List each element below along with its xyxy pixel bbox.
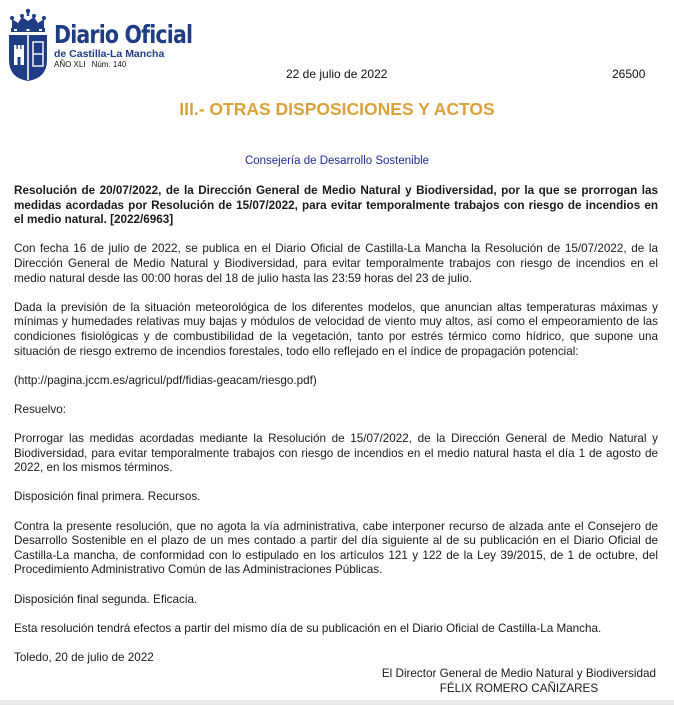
paragraph-decision: Prorrogar las medidas acordadas mediante la Resolución de 15/07/2022, de la Dirección General de Medio Natural y Biodiversidad, para evitar temporalmente trabajos con riesgo de incendios en el medio natural hasta el día 1 de agosto de 2022, en los mismos términos.: [14, 432, 658, 475]
resolution-body: [14, 184, 658, 680]
castilla-la-mancha-crest-icon: [6, 6, 50, 82]
paragraph-final-provision-2: Disposición final segunda. Eficacia.: [14, 592, 198, 606]
paragraph-background: Con fecha 16 de julio de 2022, se publica en el Diario Oficial de Castilla-La Mancha la Resolución de 15/07/2022, de la Dirección General de Medio Natural y Biodiversidad, para evitar temporalmente trabajos con riesgo de incendios en el medio natural desde las 00:00 horas del 18 de julio hasta las 23:59 horas del 23 de julio.: [14, 242, 658, 285]
page-number: 26500: [612, 67, 646, 81]
paragraph-appeals: Contra la presente resolución, que no agota la vía administrativa, cabe interponer recurso de alzada ante el Consejero de Desarrollo Sostenible en el plazo de un mes contado a partir del día siguiente al de su publicación en el Diario Oficial de Castilla-La mancha, de conformidad con lo estipulado en los artículos 121 y 122 de la Ley 39/2015, de 1 de octubre, del Procedimiento Administrativo Común de las Administraciones Públicas.: [14, 519, 658, 577]
masthead: [54, 20, 193, 70]
gazette-header: [6, 6, 668, 86]
signatory-role: El Director General de Medio Natural y Biodiversidad: [381, 667, 656, 680]
resolution-title: Resolución de 20/07/2022, de la Dirección General de Medio Natural y Biodiversidad, por la que se prorrogan las medidas acordadas por Resolución de 15/07/2022, para evitar temporalmente trabajos con riesgo de incendios en el medio natural. [2022/6963]: [14, 184, 658, 227]
issue-number: Núm. 140: [91, 60, 127, 69]
gazette-title: Diario Oficial: [54, 20, 193, 49]
paragraph-final-provision-1: Disposición final primera. Recursos.: [14, 490, 201, 504]
signature-block: [382, 666, 656, 696]
issue-info: [54, 60, 174, 70]
department-name: Consejería de Desarrollo Sostenible: [244, 155, 430, 167]
page-bottom-edge: [0, 700, 674, 705]
place-and-date: Toledo, 20 de julio de 2022: [14, 651, 154, 664]
publication-date: 22 de julio de 2022: [286, 67, 388, 81]
paragraph-resuelvo: Resuelvo:: [14, 402, 66, 416]
paragraph-forecast: Dada la previsión de la situación meteorológica de los diferentes modelos, que anuncian altas temperaturas máximas y mínimas y humedades relativas muy bajas y módulos de velocidad de viento muy altos, así como el empeoramiento de las condiciones fisiológicas y de combustibilidad de la vegetación, tanto por estrés térmico como hídrico, que supone una situación de riesgo extremo de incendios forestales, todo ello reflejado en el índice de propagación potencial:: [14, 300, 658, 358]
signatory-name: FÉLIX ROMERO CAÑIZARES: [439, 682, 599, 695]
issue-year: AÑO XLI: [54, 60, 86, 69]
section-title: III.- OTRAS DISPOSICIONES Y ACTOS: [179, 99, 495, 119]
paragraph-effectiveness: Esta resolución tendrá efectos a partir del mismo día de su publicación en el Diario Oficial de Castilla-La Mancha.: [14, 621, 602, 635]
gazette-subtitle: de Castilla-La Mancha: [54, 48, 165, 60]
paragraph-reference-link: (http://pagina.jccm.es/agricul/pdf/fidias-geacam/riesgo.pdf): [14, 373, 317, 387]
